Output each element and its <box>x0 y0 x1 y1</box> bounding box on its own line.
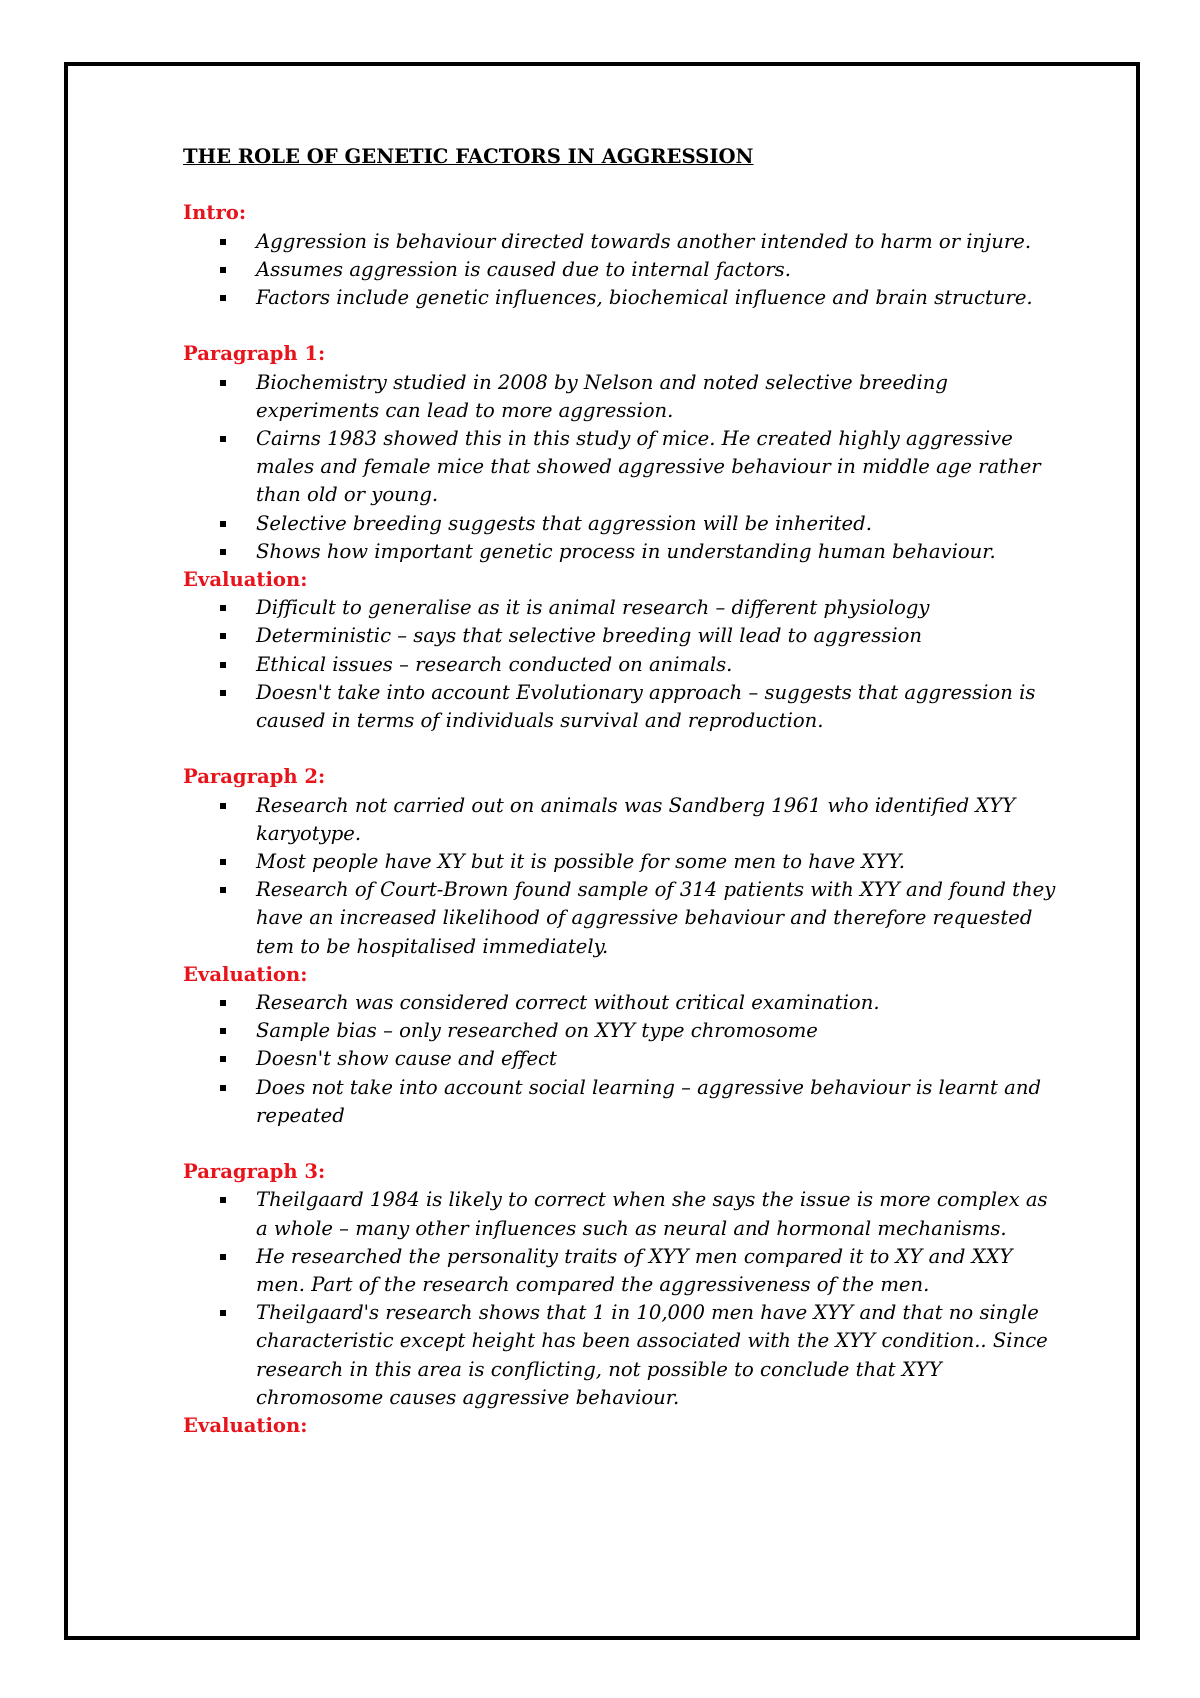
bullet-text: Theilgaard's research shows that 1 in 10,000 men have XYY and that no single characteristic except height has been associated with the XYY condition.. Since research in this area is conflicting, not possible to conclude that XYY chromosome causes aggressive behaviour. <box>256 1301 1048 1409</box>
list-item <box>183 538 1063 566</box>
bullet-text: Cairns 1983 showed this in this study of mice. He created highly aggressive males and female mice that showed aggressive behaviour in middle age rather than old or young. <box>256 427 1041 507</box>
list-item <box>183 651 1063 679</box>
square-bullet-icon <box>220 549 226 555</box>
list-item <box>183 256 1063 284</box>
list-item <box>183 622 1063 650</box>
bullet-text: Doesn't show cause and effect <box>256 1047 557 1071</box>
square-bullet-icon <box>220 690 226 696</box>
bullet-list-paragraph-2 <box>183 792 1063 961</box>
list-item <box>183 876 1063 961</box>
list-item <box>183 284 1063 312</box>
square-bullet-icon <box>220 1056 226 1062</box>
square-bullet-icon <box>220 662 226 668</box>
document-body <box>183 143 1063 1440</box>
section-spacer <box>183 735 1063 763</box>
section-heading-intro: Intro: <box>183 201 247 225</box>
square-bullet-icon <box>220 295 226 301</box>
square-bullet-icon <box>220 887 226 893</box>
list-item <box>183 792 1063 848</box>
section-spacer <box>183 312 1063 340</box>
section-spacer <box>183 1130 1063 1158</box>
bullet-text: Assumes aggression is caused due to internal factors. <box>256 257 791 281</box>
list-item <box>183 425 1063 510</box>
list-item <box>183 1045 1063 1073</box>
bullet-text: Factors include genetic influences, biochemical influence and brain structure. <box>256 286 1033 309</box>
square-bullet-icon <box>220 633 226 639</box>
square-bullet-icon <box>220 605 226 611</box>
bullet-text: Research not carried out on animals was Sandberg 1961 who identified XYY karyotype. <box>256 793 1016 845</box>
bullet-list-evaluation-2 <box>183 989 1063 1130</box>
section-heading-evaluation-3: Evaluation: <box>183 1414 308 1438</box>
square-bullet-icon <box>220 1085 226 1091</box>
bullet-text: Deterministic – says that selective breeding will lead to aggression <box>256 624 923 648</box>
bullet-text: Aggression is behaviour directed towards another intended to harm or injure. <box>256 229 1032 253</box>
square-bullet-icon <box>220 1197 226 1203</box>
square-bullet-icon <box>220 1028 226 1034</box>
square-bullet-icon <box>220 1310 226 1316</box>
square-bullet-icon <box>220 803 226 809</box>
list-item <box>183 1017 1063 1045</box>
document-title: THE ROLE OF GENETIC FACTORS IN AGGRESSION <box>183 145 754 168</box>
bullet-list-paragraph-3 <box>183 1186 1063 1412</box>
square-bullet-icon <box>220 1254 226 1260</box>
bullet-text: Most people have XY but it is possible for some men to have XYY. <box>256 850 905 874</box>
bullet-text: Selective breeding suggests that aggression will be inherited. <box>256 511 872 535</box>
square-bullet-icon <box>220 521 226 527</box>
section-heading-paragraph-2: Paragraph 2: <box>183 765 326 789</box>
bullet-text: Does not take into account social learning – aggressive behaviour is learnt and repeated <box>256 1075 1041 1127</box>
list-item <box>183 679 1063 735</box>
square-bullet-icon <box>220 859 226 865</box>
bullet-text: Biochemistry studied in 2008 by Nelson and noted selective breeding experiments can lead to more aggression. <box>256 370 948 422</box>
list-item <box>183 1299 1063 1412</box>
list-item <box>183 989 1063 1017</box>
bullet-text: Research of Court-Brown found sample of 314 patients with XYY and found they have an increased likelihood of aggressive behaviour and therefore requested tem to be hospitalised immediately. <box>256 878 1056 958</box>
section-heading-paragraph-3: Paragraph 3: <box>183 1160 326 1184</box>
section-heading-paragraph-1: Paragraph 1: <box>183 342 326 366</box>
square-bullet-icon <box>220 436 226 442</box>
bullet-list-paragraph-1 <box>183 369 1063 566</box>
section-heading-evaluation-2: Evaluation: <box>183 962 308 986</box>
list-item <box>183 369 1063 425</box>
list-item <box>183 1243 1063 1299</box>
square-bullet-icon <box>220 1000 226 1006</box>
square-bullet-icon <box>220 380 226 386</box>
list-item <box>183 1186 1063 1242</box>
list-item <box>183 510 1063 538</box>
section-spacer <box>183 171 1063 199</box>
bullet-text: Theilgaard 1984 is likely to correct when she says the issue is more complex as a whole – many other influences such as neural and hormonal mechanisms. <box>256 1188 1048 1240</box>
bullet-list-intro <box>183 228 1063 313</box>
bullet-text: Difficult to generalise as it is animal research – different physiology <box>256 596 930 620</box>
bullet-text: He researched the personality traits of XYY men compared it to XY and XXY men. Part of the research compared the aggressiveness of the men. <box>256 1244 1013 1297</box>
bullet-text: Doesn't take into account Evolutionary approach – suggests that aggression is caused in terms of individuals survival and reproduction. <box>256 680 1036 733</box>
square-bullet-icon <box>220 267 226 273</box>
list-item <box>183 594 1063 622</box>
list-item <box>183 1074 1063 1130</box>
list-item <box>183 228 1063 256</box>
list-item <box>183 848 1063 876</box>
square-bullet-icon <box>220 239 226 245</box>
bullet-text: Sample bias – only researched on XYY type chromosome <box>256 1019 818 1043</box>
bullet-text: Ethical issues – research conducted on animals. <box>256 652 733 676</box>
bullet-text: Research was considered correct without critical examination. <box>256 991 880 1015</box>
bullet-text: Shows how important genetic process in understanding human behaviour. <box>256 539 996 563</box>
bullet-list-evaluation-1 <box>183 594 1063 735</box>
section-heading-evaluation-1: Evaluation: <box>183 568 308 592</box>
